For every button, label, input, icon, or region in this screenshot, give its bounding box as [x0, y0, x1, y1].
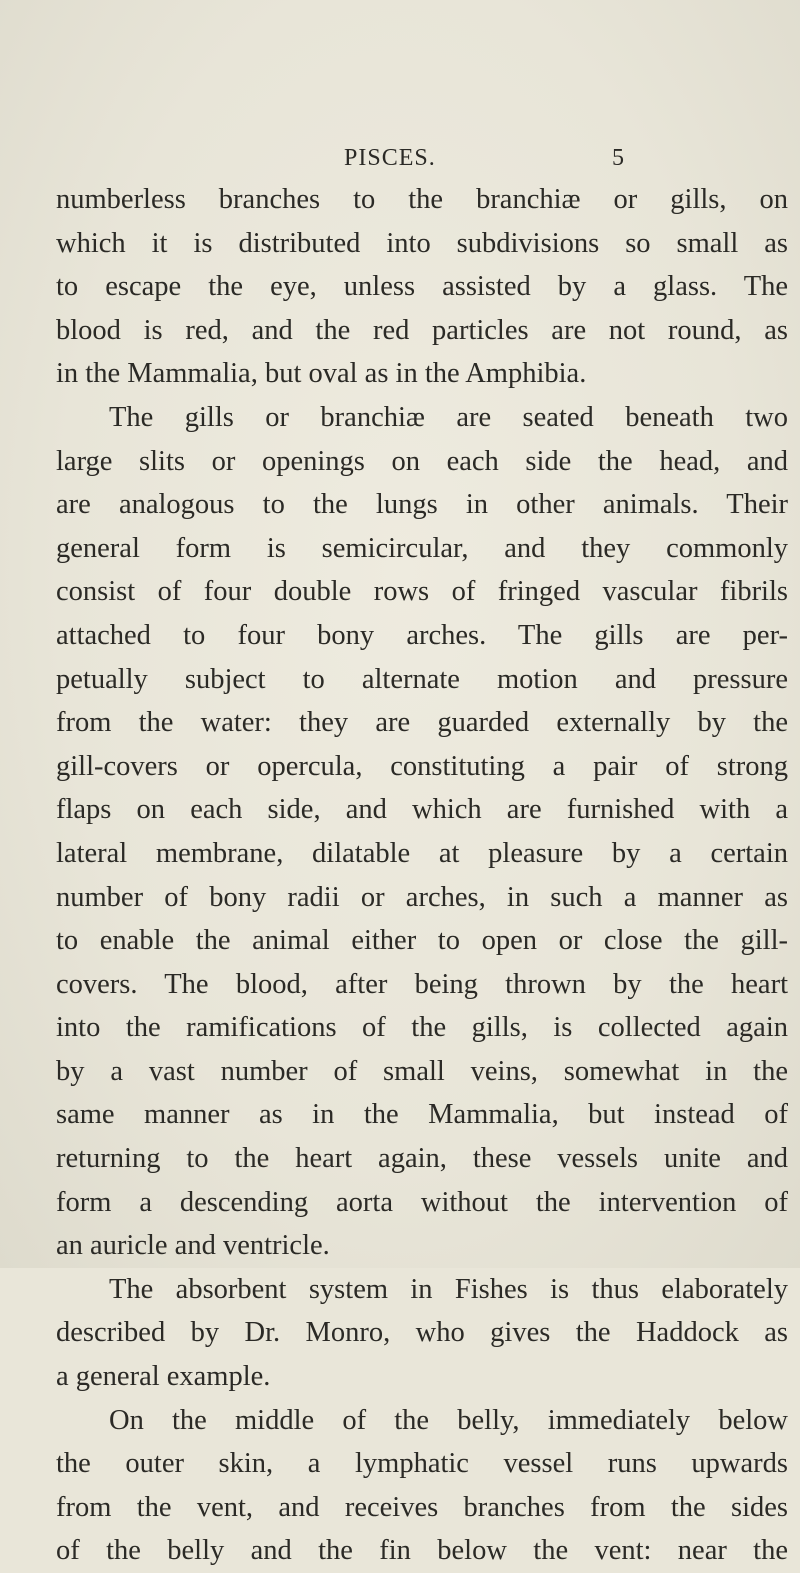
text-line: returning to the heart again, these vessels unite and	[56, 1143, 788, 1175]
text-line: The absorbent system in Fishes is thus elaborately	[109, 1273, 788, 1305]
text-line: large slits or openings on each side the head, and	[56, 445, 788, 477]
text-line: into the ramifications of the gills, is collected again	[56, 1012, 788, 1044]
text-line: gill-covers or opercula, constituting a pair of strong	[56, 750, 788, 782]
page-number: 5	[612, 145, 624, 171]
text-line: numberless branches to the branchiæ or gills, on	[56, 184, 788, 215]
text-line: blood is red, and the red particles are not round, as	[56, 314, 788, 346]
text-line: are analogous to the lungs in other animals. Their	[56, 489, 788, 521]
text-line: On the middle of the belly, immediately below	[109, 1404, 788, 1436]
text-line: to escape the eye, unless assisted by a glass. The	[56, 271, 788, 303]
text-line: petually subject to alternate motion and pressure	[56, 663, 788, 695]
text-line: flaps on each side, and which are furnished with a	[56, 794, 788, 826]
text-line: The gills or branchiæ are seated beneath two	[109, 401, 788, 433]
body-text	[56, 178, 788, 1573]
text-line: an auricle and ventricle.	[56, 1230, 330, 1262]
text-line: general form is semicircular, and they commonly	[56, 532, 788, 564]
text-line: from the vent, and receives branches from the sides	[56, 1491, 788, 1523]
text-line: the outer skin, a lymphatic vessel runs upwards	[56, 1448, 788, 1480]
text-line: number of bony radii or arches, in such a manner as	[56, 881, 788, 913]
text-line: in the Mammalia, but oval as in the Amphibia.	[56, 358, 587, 390]
text-line: from the water: they are guarded externally by the	[56, 707, 788, 739]
text-line: consist of four double rows of fringed vascular fibrils	[56, 576, 788, 608]
text-line: described by Dr. Monro, who gives the Haddock as	[56, 1317, 788, 1349]
running-title: PISCES.	[344, 145, 436, 171]
text-line: form a descending aorta without the intervention of	[56, 1186, 788, 1218]
text-line: attached to four bony arches. The gills are per-	[56, 619, 788, 651]
text-line: which it is distributed into subdivisions so small as	[56, 227, 788, 259]
text-line: to enable the animal either to open or close the gill-	[56, 925, 788, 957]
text-line: of the belly and the fin below the vent: near the	[56, 1535, 788, 1567]
text-line: a general example.	[56, 1361, 271, 1393]
text-line: same manner as in the Mammalia, but instead of	[56, 1099, 788, 1131]
text-line: covers. The blood, after being thrown by the heart	[56, 968, 788, 1000]
text-line: by a vast number of small veins, somewhat in the	[56, 1055, 788, 1087]
text-line: lateral membrane, dilatable at pleasure by a certain	[56, 837, 788, 869]
running-head	[0, 145, 800, 181]
